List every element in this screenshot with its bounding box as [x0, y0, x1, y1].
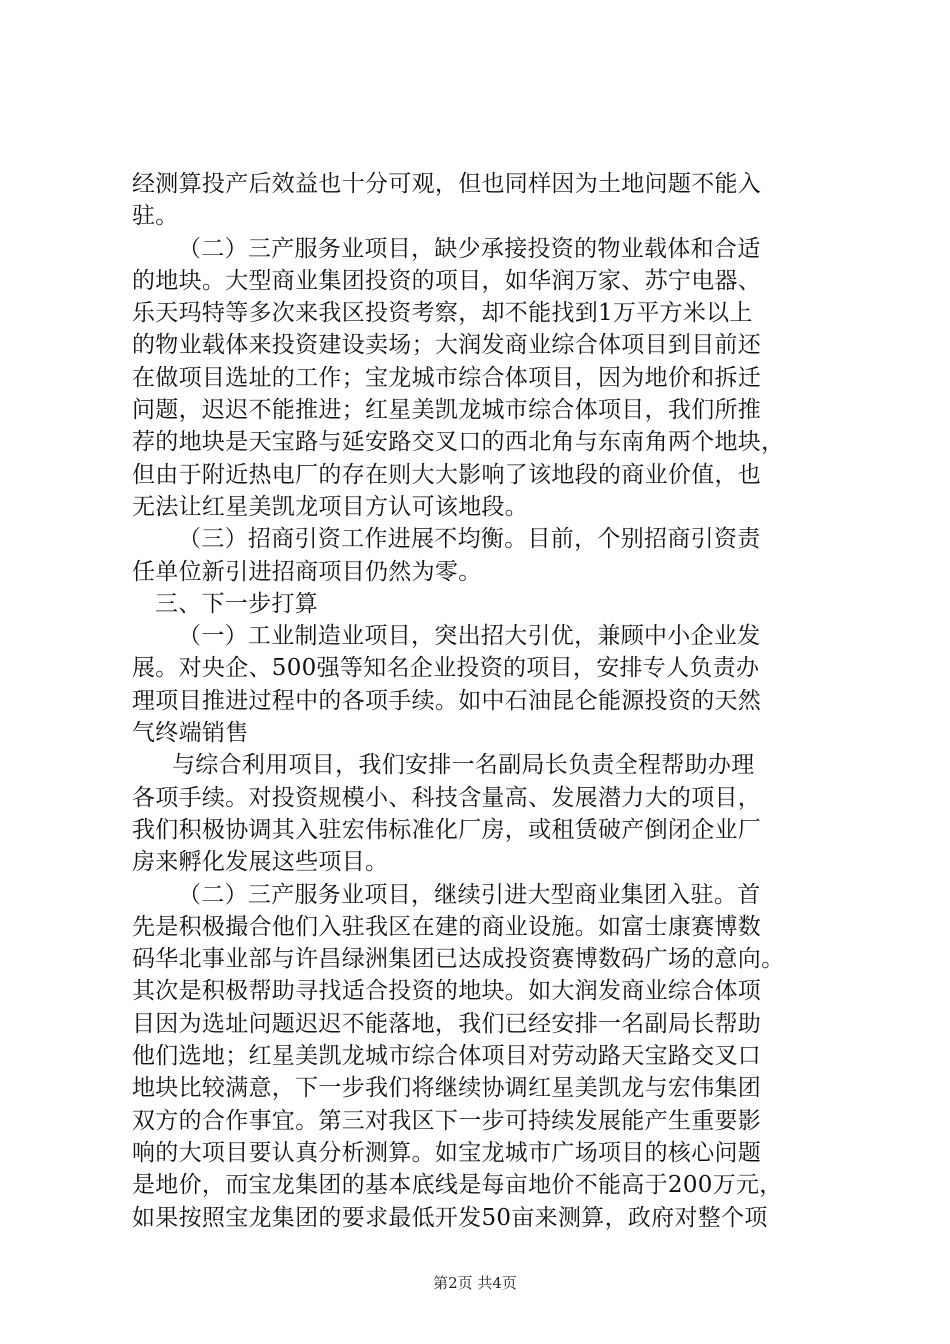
text-line: 无法让红星美凯龙项目方认可该地段。	[132, 493, 529, 520]
text-line: 他们选地；红星美凯龙城市综合体项目对劳动路天宝路交叉口	[132, 1043, 762, 1070]
text-line: 乐天玛特等多次来我区投资考察，却不能找到1万平方米以上	[132, 300, 753, 327]
page-footer	[0, 1273, 950, 1293]
text-line: 气终端销售	[132, 720, 249, 747]
page-number: 第2页 共4页	[433, 1274, 517, 1292]
text-line: 的物业载体来投资建设卖场；大润发商业综合体项目到目前还	[132, 332, 762, 359]
text-line: 问题，迟迟不能推进；红星美凯龙城市综合体项目，我们所推	[132, 397, 762, 424]
text-line: 是地价，而宝龙集团的基本底线是每亩地价不能高于200万元，	[132, 1172, 783, 1199]
chapter-heading: 三、下一步打算	[155, 590, 319, 617]
text-line: 在做项目选址的工作；宝龙城市综合体项目，因为地价和拆迁	[132, 364, 762, 391]
text-line: 与综合利用项目，我们安排一名副局长负责全程帮助办理	[172, 752, 755, 779]
section-heading-line: （一）工业制造业项目，突出招大引优，兼顾中小企业发	[178, 623, 761, 650]
text-line: 我们积极协调其入驻宏伟标准化厂房，或租赁破产倒闭企业厂	[132, 816, 762, 843]
section-heading-line: （三）招商引资工作进展不均衡。目前，个别招商引资责	[178, 526, 761, 553]
text-line: 如果按照宝龙集团的要求最低开发50亩来测算，政府对整个项	[132, 1204, 768, 1231]
text-line: 驻。	[132, 203, 179, 230]
text-line: 码华北事业部与许昌绿洲集团已达成投资赛博数码广场的意向。	[132, 946, 785, 973]
text-line: 双方的合作事宜。第三对我区下一步可持续发展能产生重要影	[132, 1107, 762, 1134]
text-line: 任单位新引进招商项目仍然为零。	[132, 558, 482, 585]
text-line: 其次是积极帮助寻找适合投资的地块。如大润发商业综合体项	[132, 978, 762, 1005]
text-line: 荐的地块是天宝路与延安路交叉口的西北角与东南角两个地块，	[132, 429, 785, 456]
text-line: 各项手续。对投资规模小、科技含量高、发展潜力大的项目，	[132, 784, 762, 811]
text-line: 地块比较满意，下一步我们将继续协调红星美凯龙与宏伟集团	[132, 1075, 762, 1102]
text-line: 展。对央企、500强等知名企业投资的项目，安排专人负责办	[132, 655, 760, 682]
text-line: 的地块。大型商业集团投资的项目，如华润万家、苏宁电器、	[132, 267, 762, 294]
section-heading-line: （二）三产服务业项目，继续引进大型商业集团入驻。首	[178, 881, 761, 908]
text-line: 理项目推进过程中的各项手续。如中石油昆仑能源投资的天然	[132, 687, 762, 714]
text-line: 但由于附近热电厂的存在则大大影响了该地段的商业价值，也	[132, 461, 762, 488]
text-line: 经测算投产后效益也十分可观，但也同样因为土地问题不能入	[132, 171, 762, 197]
text-line: 响的大项目要认真分析测算。如宝龙城市广场项目的核心问题	[132, 1139, 762, 1166]
document-body	[132, 168, 837, 1234]
text-line: 房来孵化发展这些项目。	[132, 849, 389, 876]
text-line: 先是积极撮合他们入驻我区在建的商业设施。如富士康赛博数	[132, 913, 762, 940]
section-heading-line: （二）三产服务业项目，缺少承接投资的物业载体和合适	[178, 235, 761, 262]
text-line: 目因为选址问题迟迟不能落地，我们已经安排一名副局长帮助	[132, 1010, 762, 1037]
